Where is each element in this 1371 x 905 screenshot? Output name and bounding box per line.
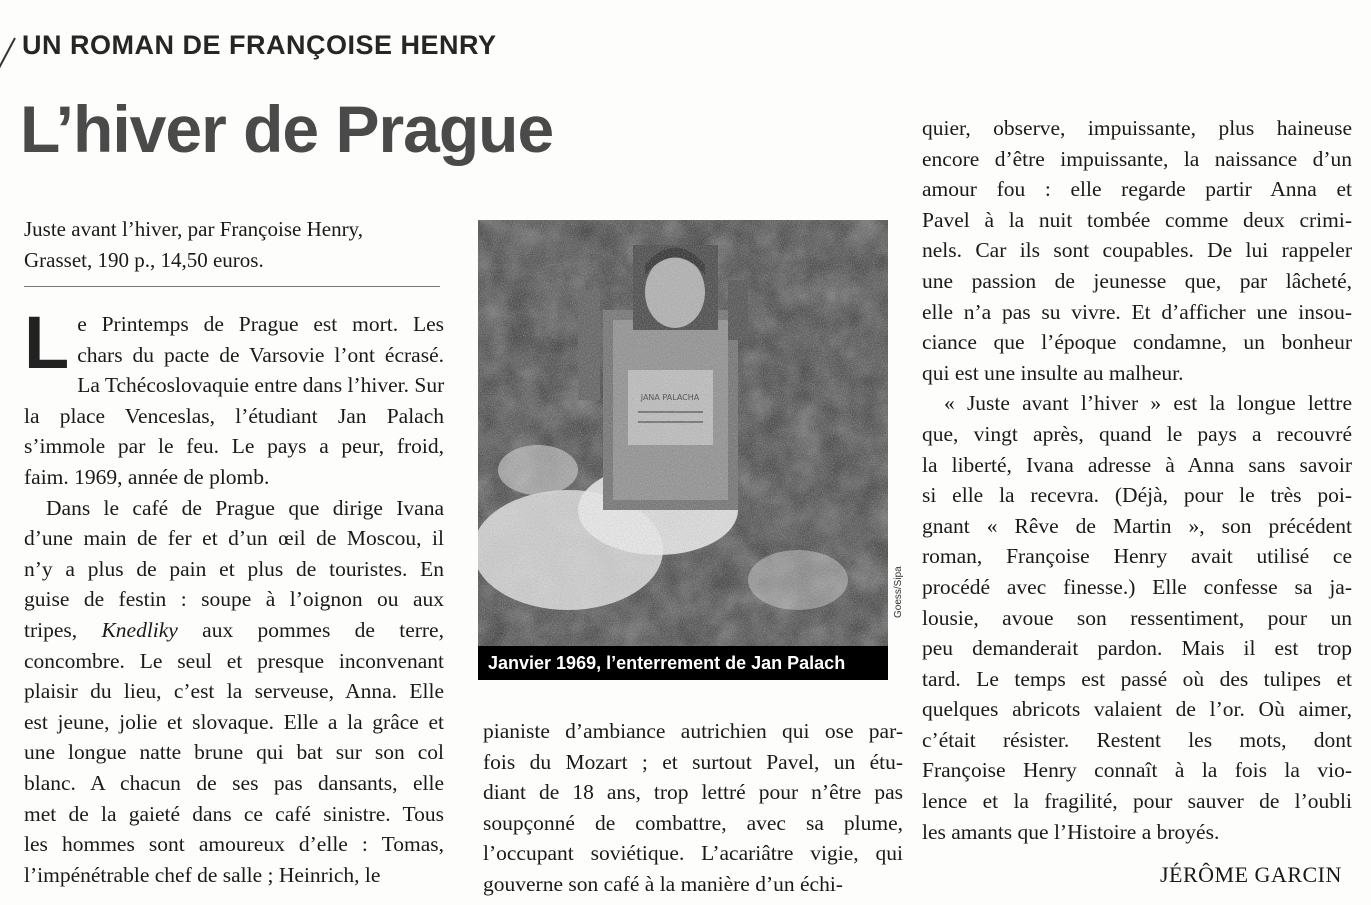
book-reference (24, 214, 440, 276)
text-line: peu demanderait pardon. Mais il est trop (922, 636, 1352, 661)
text-line: lence et la fragilité, pour sauver de l’oubli (922, 789, 1352, 814)
book-author: par Françoise Henry, (182, 217, 363, 241)
text-line: ciance que l’époque condamne, un bonheur (922, 330, 1352, 355)
text-line: guise de festin : soupe à l’oignon ou aux (24, 587, 444, 612)
text-line: procédé avec finesse.) Elle confesse sa ja- (922, 574, 1352, 599)
text-line: la liberté, Ivana adresse à Anna sans savoir (922, 452, 1352, 477)
text-line: soupçonné de combattre, avec sa plume, (483, 810, 903, 835)
text-line: qui est une insulte au malheur. (922, 360, 1184, 385)
text-line: elle n’a pas su vivre. Et d’afficher une insou- (922, 299, 1352, 324)
text-line: lousie, avoue son ressentiment, pour un (922, 605, 1352, 630)
photo-funeral (478, 220, 888, 680)
text-line: l’occupant soviétique. L’acariâtre vigie, qui (483, 841, 903, 866)
text-line: Pavel à la nuit tombée comme deux crimi- (922, 207, 1352, 232)
text-line: est jeune, jolie et slovaque. Elle a la grâce et (24, 709, 444, 734)
text-line: gouverne son café à la manière d’un échi- (483, 871, 843, 896)
text-line: l’impénétrable chef de salle ; Heinrich, le (24, 862, 381, 887)
article-column-3 (922, 113, 1352, 847)
text-line: blanc. A chacun de ses pas dansants, elle (24, 770, 444, 795)
text-line: d’une main de fer et d’un œil de Moscou, il (24, 526, 444, 551)
article-column-2 (483, 716, 903, 900)
text-line: e Printemps de Prague est mort. Les (77, 312, 444, 336)
text-line: faim. 1969, année de plomb. (24, 464, 270, 489)
text-line: diant de 18 ans, trop lettré pour n’être pas (483, 780, 903, 805)
text-line: encore d’être impuissante, la naissance d’un (922, 146, 1352, 171)
text-line: quelques abricots valaient de l’or. Où aimer, (922, 697, 1352, 722)
text-line: met de la gaieté dans ce café sinistre. Tous (24, 801, 444, 826)
text-line: roman, Françoise Henry avait utilisé ce (922, 544, 1352, 569)
text-line: si elle la recevra. (Déjà, pour le très poi- (922, 483, 1352, 508)
text-line: la place Venceslas, l’étudiant Jan Palach (24, 403, 444, 428)
text-line: Françoise Henry connaît à la fois la vio- (922, 758, 1352, 783)
text-line: gnant « Rêve de Martin », son précédent (922, 513, 1352, 538)
text-line: c’était résister. Restent les mots, dont (922, 727, 1352, 752)
text-line: amour fou : elle regarde partir Anna et (922, 177, 1352, 202)
text-line: que, vingt après, quand le pays a recouvré (922, 421, 1352, 446)
text-line: les hommes sont amoureux d’elle : Tomas, (24, 832, 444, 857)
photo-caption: Janvier 1969, l’enterrement de Jan Palach (478, 646, 888, 680)
text-line: Dans le café de Prague que dirige Ivana (46, 495, 444, 520)
book-publisher: Grasset, 190 p., 14,50 euros. (24, 248, 264, 272)
author-signature: JÉRÔME GARCIN (1160, 862, 1342, 887)
text-line: n’y a plus de pain et plus de touristes. En (24, 556, 444, 581)
section-rubric: UN ROMAN DE FRANÇOISE HENRY (22, 30, 497, 60)
text-line: s’immole par le feu. Le pays a peur, froid, (24, 434, 444, 459)
text-line: La Tchécoslovaquie entre dans l’hiver. Sur (77, 373, 445, 398)
text-line: les amants que l’Histoire a broyés. (922, 819, 1220, 844)
text-line: fois du Mozart ; et surtout Pavel, un étu- (483, 749, 903, 774)
text-line: concombre. Le seul et presque inconvenant (24, 648, 444, 673)
article-column-1 (24, 301, 445, 890)
text-line: pianiste d’ambiance autrichien qui ose par- (483, 719, 903, 743)
headline: L’hiver de Prague (20, 92, 554, 166)
rubric-slash (0, 38, 16, 69)
photo-image (478, 220, 888, 680)
text-line: tard. Le temps est passé où des tulipes et (922, 666, 1352, 691)
text-line: une passion de jeunesse que, par lâcheté, (922, 268, 1352, 293)
text-line: quier, observe, impuissante, plus haineuse (922, 116, 1352, 140)
text-line: tripes, Knedliky aux pommes de terre, (24, 617, 444, 642)
text-line: chars du pacte de Varsovie l’ont écrasé. (77, 342, 444, 367)
photo-credit: Goess/Sipa (893, 566, 904, 618)
drop-cap: L (24, 301, 70, 384)
divider (24, 286, 440, 287)
text-line: une longue natte brune qui bat sur son col (24, 740, 444, 765)
text-line: nels. Car ils sont coupables. De lui rappeler (922, 238, 1352, 263)
text-line: « Juste avant l’hiver » est la longue lettre (944, 391, 1352, 416)
text-line: plaisir du lieu, c’est la serveuse, Anna. Elle (24, 679, 444, 704)
book-title: Juste avant l’hiver, (24, 217, 183, 241)
